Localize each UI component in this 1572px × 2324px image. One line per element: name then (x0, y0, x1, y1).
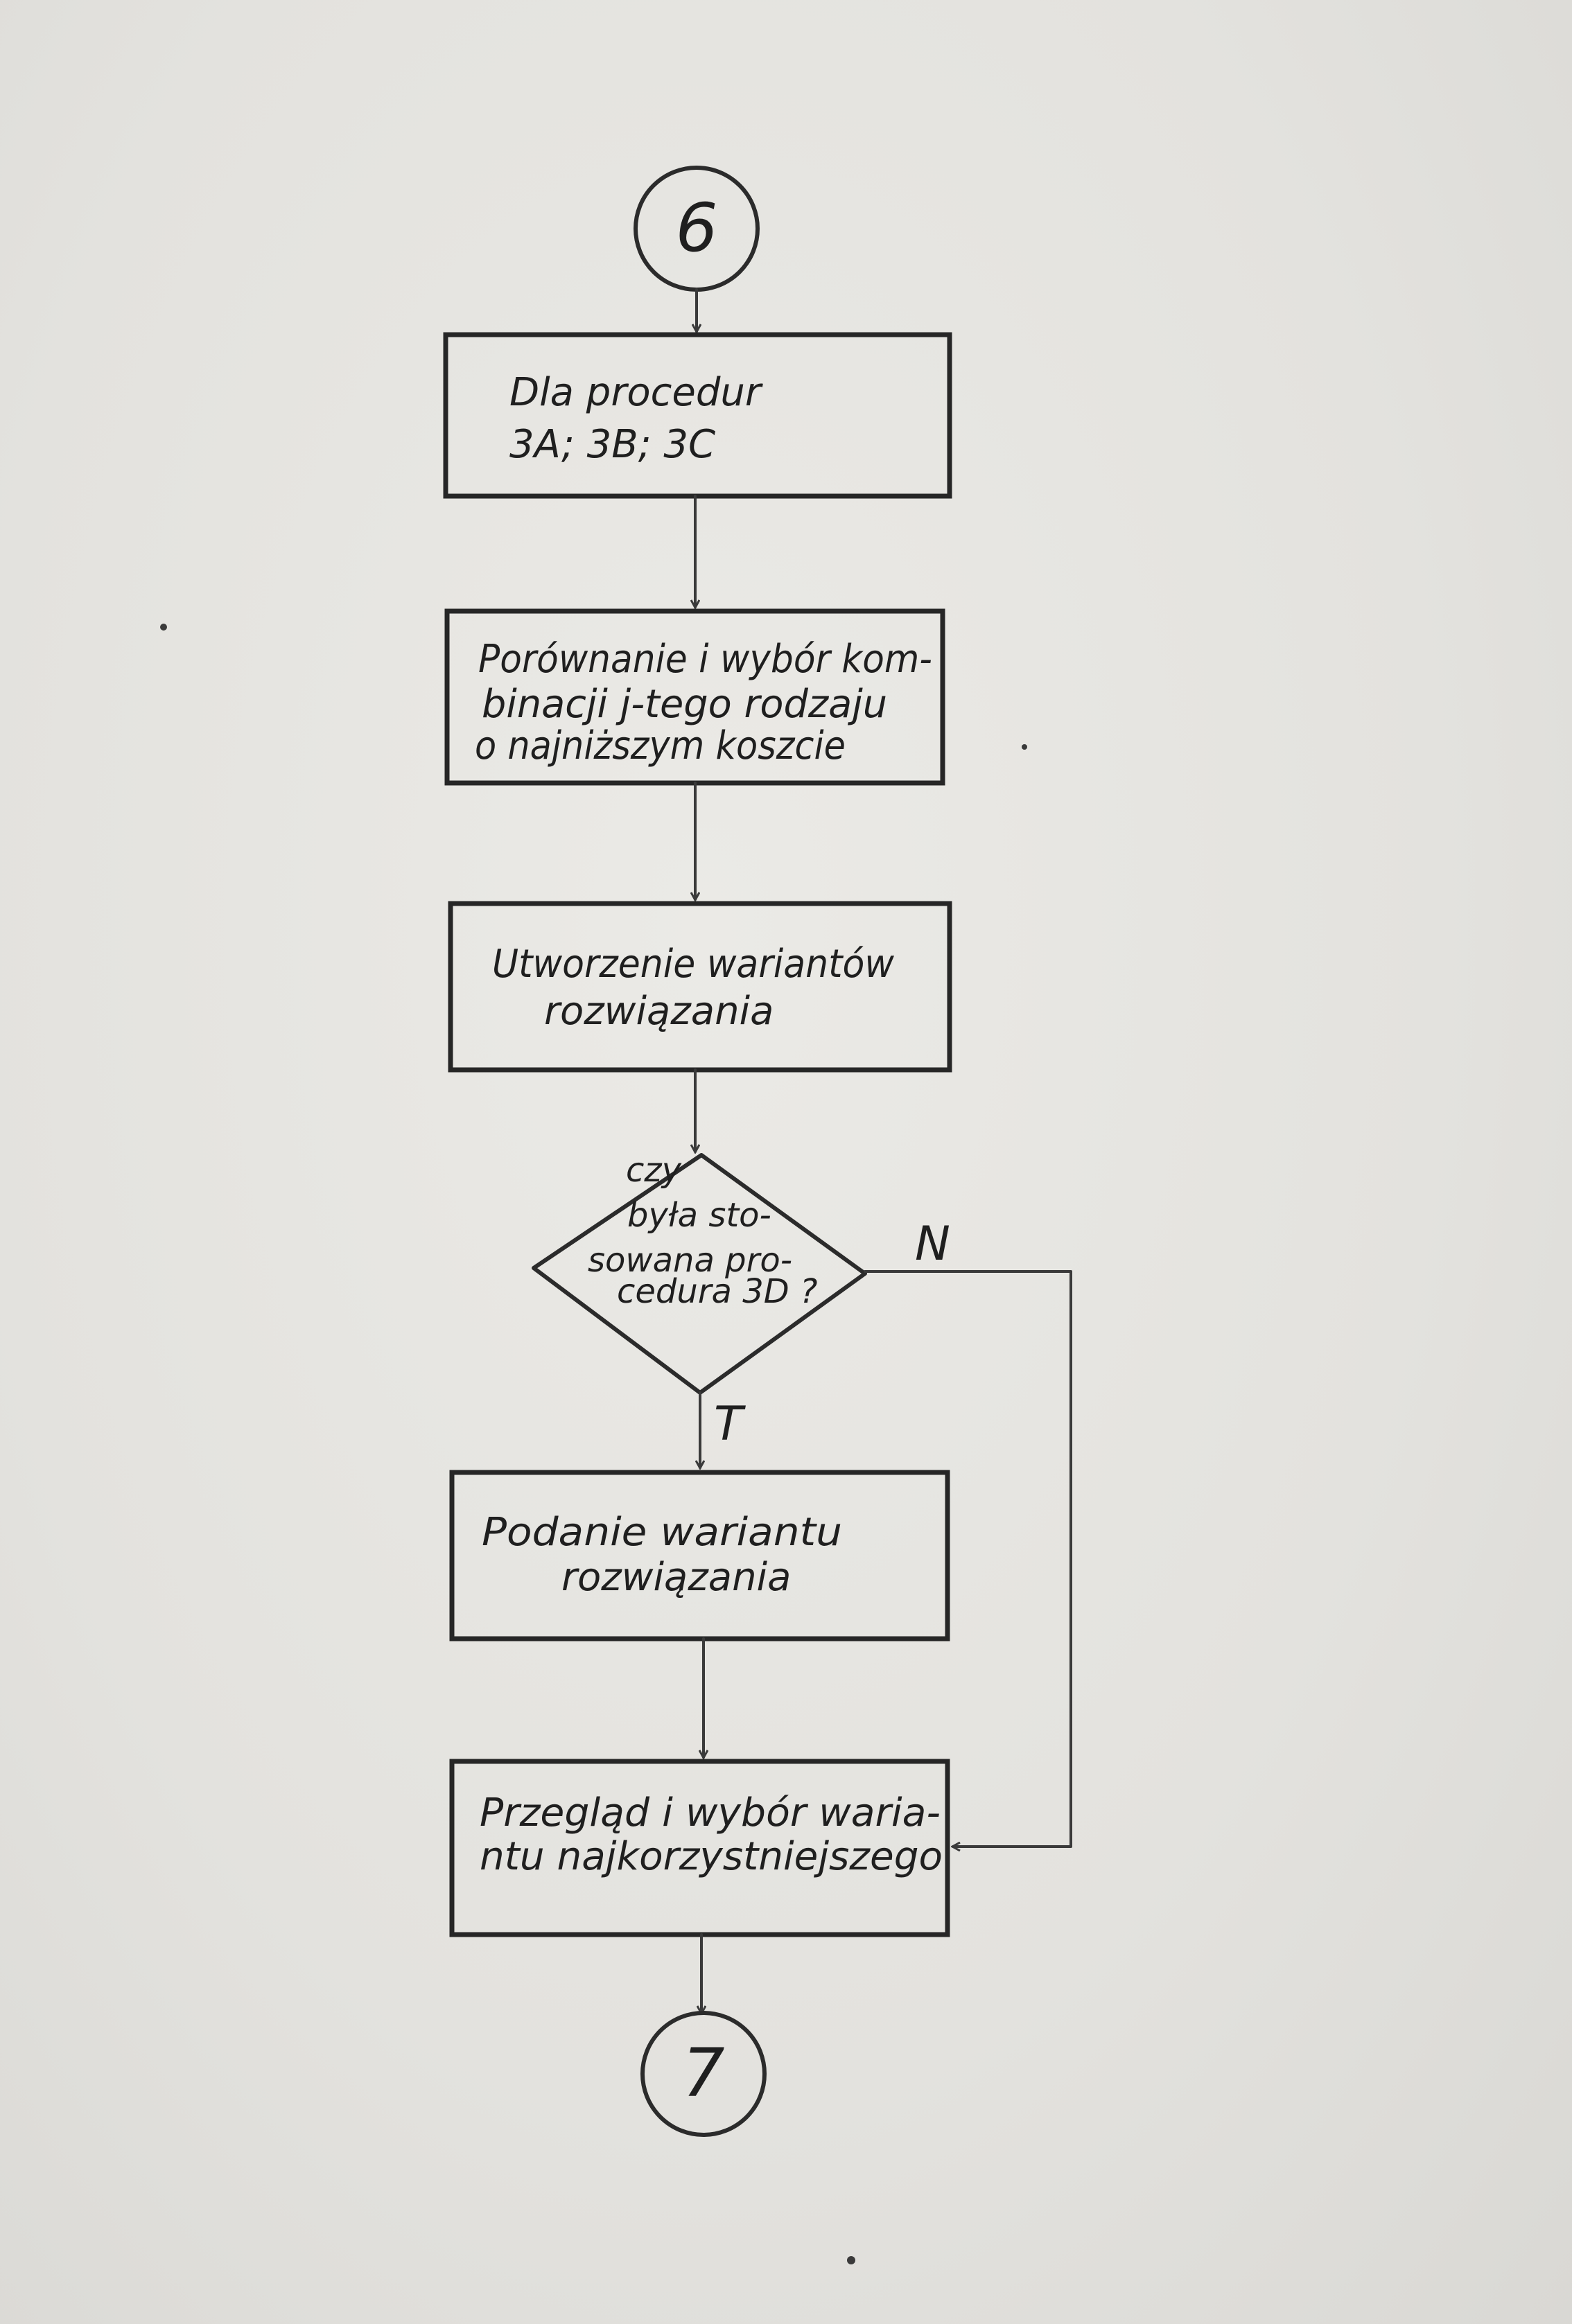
connector-top-label: 6 (675, 189, 718, 267)
decision-line2: była sto- (627, 1196, 771, 1235)
decision-line4: cedura 3D ? (617, 1272, 818, 1311)
box5-line2: ntu najkorzystniejszego (480, 1834, 943, 1879)
box4-line1: Podanie wariantu (482, 1510, 842, 1555)
process-box-comparison (447, 611, 943, 783)
branch-no-label: N (915, 1217, 950, 1271)
paper-speck (847, 2256, 855, 2264)
box2-line1: Porównanie i wybór kom- (478, 637, 932, 682)
box5-line1: Przegląd i wybór waria- (480, 1790, 941, 1836)
paper-speck (160, 624, 167, 631)
box3-line1: Utworzenie wariantów (492, 942, 895, 987)
box2-line2: binacji j-tego rodzaju (482, 682, 887, 727)
box4-line2: rozwiązania (561, 1555, 792, 1600)
connector-bottom (643, 2013, 765, 2135)
paper-speck (1022, 744, 1027, 750)
connector-bottom-label: 7 (682, 2034, 725, 2112)
box1-line1: Dla procedur (509, 370, 761, 415)
process-box-variants (451, 904, 950, 1070)
process-box-variants-frame (451, 904, 950, 1070)
decision-line1: czy (626, 1151, 681, 1190)
process-box-give-variant (452, 1472, 947, 1639)
process-box-review (452, 1761, 947, 1935)
decision-diamond (534, 1151, 865, 1393)
box3-line2: rozwiązania (544, 989, 774, 1034)
decision-line3: sowana pro- (588, 1241, 793, 1280)
box2-line3: o najniższym koszcie (475, 723, 846, 768)
connector-top (636, 168, 758, 290)
branch-yes-label: T (714, 1397, 743, 1452)
box1-line2: 3A; 3B; 3C (509, 422, 716, 467)
process-box-procedures (446, 335, 950, 496)
process-box-procedures-frame (446, 335, 950, 496)
